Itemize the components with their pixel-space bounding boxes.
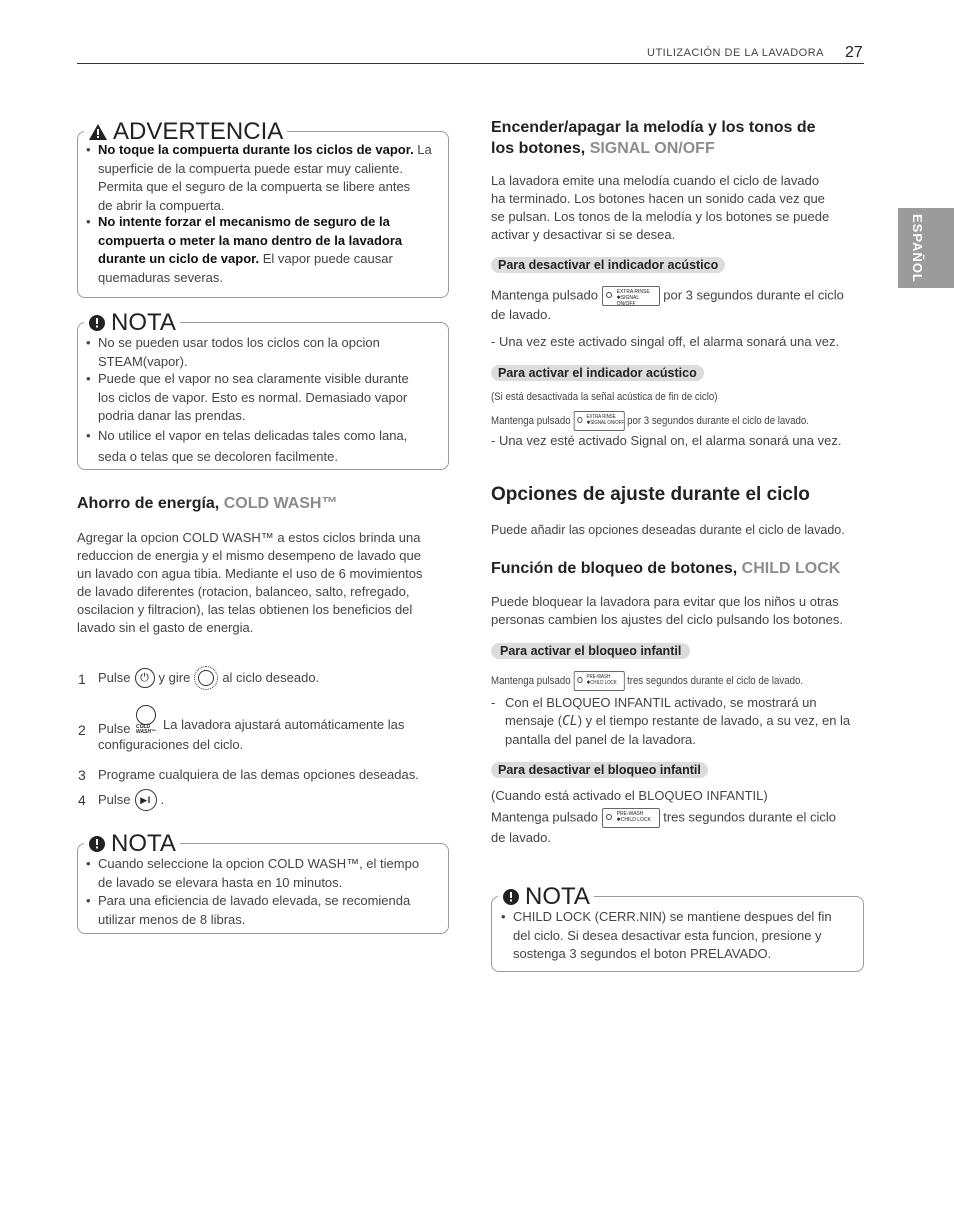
child-lock-dash: - — [491, 695, 496, 710]
cold-wash-p6: lavado sin el gasto de energia. — [77, 620, 254, 635]
warning-b1-l3: Permita que el seguro de la compuerta se libere antes — [98, 179, 411, 194]
warning-b2-l3-rest: El vapor puede causar — [259, 251, 393, 266]
signal-on-note: - Una vez esté activado Signal on, el alarma sonará una vez. — [491, 433, 842, 448]
exclamation-icon — [88, 835, 106, 853]
child-lock-deactivate-pill: Para desactivar el bloqueo infantil — [491, 762, 708, 778]
signal-heading — [491, 117, 816, 159]
pre-wash-button-icon-2 — [602, 808, 660, 828]
signal-off-pill: Para desactivar el indicador acústico — [491, 257, 725, 273]
note-2-title — [84, 830, 180, 858]
signal-on-paren: (Si está desactivada la señal acústica de fin de ciclo) — [491, 391, 718, 403]
step-2-num: 2 — [78, 722, 86, 738]
warning-b2-l3: durante un ciclo de vapor. — [98, 251, 260, 266]
child-lock-p1: Puede bloquear la lavadora para evitar que los niños u otras — [491, 594, 839, 609]
note-1-bullet-3: • No utilice el vapor en telas delicadas tales como lana, seda o telas que se decoloren facilmente. — [86, 428, 408, 464]
signal-heading-l1: Encender/apagar la melodía y los tonos de — [491, 119, 816, 136]
step-1-c: al ciclo deseado. — [222, 670, 320, 685]
child-lock-act-b: tres segundos durante el ciclo de lavado. — [627, 674, 804, 687]
extra-rinse-button-icon-2 — [573, 411, 624, 431]
signal-p1: La lavadora emite una melodía cuando el ciclo de lavado — [491, 173, 820, 188]
step-4-num: 4 — [78, 792, 86, 808]
note-1-bullet-1: • No se pueden usar todos los ciclos con la opcion STEAM(vapor). — [86, 335, 380, 369]
options-heading: Opciones de ajuste durante el ciclo — [491, 484, 810, 505]
signal-on-b: por 3 segundos durante el ciclo de lavado. — [627, 414, 809, 427]
warning-icon — [88, 123, 108, 141]
signal-on-pill: Para activar el indicador acústico — [491, 365, 704, 381]
cold-wash-paragraph — [77, 529, 422, 637]
child-lock-act-d2b: ) y el tiempo restante de lavado, a su vez, en la — [577, 713, 851, 728]
warning-title-text: ADVERTENCIA — [113, 118, 284, 145]
note-2-l4: utilizar menos de 8 libras. — [98, 911, 246, 927]
cold-wash-p2: reduccion de energia y el mismo desempeno de lavado que — [77, 548, 421, 563]
signal-off-line — [491, 286, 844, 306]
signal-heading-gray: SIGNAL ON/OFF — [589, 140, 715, 157]
signal-on-line — [491, 411, 809, 431]
note-1-l4: los ciclos de vapor. Esto es normal. Demasiado vapor — [98, 389, 408, 405]
note-3-title — [498, 883, 594, 911]
child-lock-heading — [491, 560, 840, 578]
note-1-l6: No utilice el vapor en telas delicadas tales como lana, — [98, 428, 408, 443]
note-1-title-text: NOTA — [111, 309, 176, 336]
child-lock-act-a: Mantenga pulsado — [491, 674, 571, 687]
step-4 — [98, 789, 164, 811]
cold-wash-p3: un lavado con agua tibia. Mediante el uso de 6 movimientos — [77, 566, 423, 581]
warning-b1-l1: La — [413, 142, 432, 157]
options-paragraph: Puede añadir las opciones deseadas durante el ciclo de lavado. — [491, 523, 845, 537]
signal-off-b: por 3 segundos durante el ciclo — [663, 287, 844, 303]
note-2-l2: de lavado se elevara hasta en 10 minutos. — [98, 874, 343, 890]
extra-rinse-button-icon — [602, 286, 660, 306]
signal-off-a: Mantenga pulsado — [491, 287, 598, 303]
warning-b1-bold: No toque la compuerta durante los ciclos de vapor. — [98, 142, 414, 157]
child-lock-code: CL — [562, 714, 578, 729]
signal-off-note: - Una vez este activado singal off, el alarma sonará una vez. — [491, 334, 840, 349]
signal-off-c: de lavado. — [491, 307, 551, 322]
signal-p2: ha terminado. Los botones hacen un sonido cada vez que — [491, 191, 825, 206]
warning-b2-l2: compuerta o meter la mano dentro de la lavadora — [98, 232, 403, 248]
cold-wash-icon-label: COLD WASH™ — [136, 724, 156, 735]
step-1-a: Pulse — [98, 670, 131, 685]
warning-b1-l2: superficie de la compuerta puede estar muy caliente. — [98, 160, 403, 176]
cold-wash-button-icon — [136, 705, 158, 735]
note-2-bullet-2: • Para una eficiencia de lavado elevada, se recomienda utilizar menos de 8 libras. — [86, 893, 411, 927]
extra-rinse-l1: EXTRA RINSE — [616, 289, 650, 295]
note-3-bullet-1: • CHILD LOCK (CERR.NIN) se mantiene despues del fin del ciclo. Si desea desactivar esta funcion, presione y sostenga 3 segundos el boton PRELAVADO. — [501, 909, 832, 961]
note-3-l3: sostenga 3 segundos el boton PRELAVADO. — [513, 946, 772, 961]
step-1-b: y gire — [158, 670, 191, 685]
note-3-l1: CHILD LOCK (CERR.NIN) se mantiene despues del fin — [513, 909, 832, 924]
warning-b2-l4: quemaduras severas. — [98, 269, 224, 285]
signal-p3: se pulsan. Los tonos de la melodía y los botones se puede — [491, 209, 830, 224]
step-3-num: 3 — [78, 767, 86, 783]
child-lock-deactivate-paren: (Cuando está activado el BLOQUEO INFANTIL) — [491, 788, 768, 803]
pre-wash-l2: ✱CHILD LOCK — [586, 680, 617, 686]
pre-wash-l2-b: ✱CHILD LOCK — [616, 817, 651, 823]
section-title: UTILIZACIÓN DE LA LAVADORA — [647, 47, 825, 59]
cycle-dial-icon — [194, 666, 218, 690]
step-2-a: Pulse — [98, 721, 131, 736]
page-number: 27 — [845, 44, 863, 61]
child-lock-heading-text: Función de bloqueo de botones, — [491, 560, 738, 577]
note-3-l2: del ciclo. Si desea desactivar esta funcion, presione y — [513, 927, 822, 943]
step-3: Programe cualquiera de las demas opciones deseadas. — [98, 767, 419, 782]
note-1-l5: podria danar las prendas. — [98, 408, 246, 423]
start-pause-icon: ▶‖ — [135, 789, 157, 811]
note-1-title — [84, 309, 180, 337]
step-4-b: . — [160, 792, 165, 807]
pre-wash-l1: PRE-WASH — [586, 674, 611, 680]
child-lock-p2: personas cambien los ajustes del ciclo pulsando los botones. — [491, 612, 843, 627]
note-1-l7: seda o telas que se decoloren facilmente. — [98, 449, 338, 464]
child-lock-deactivate-line — [491, 808, 836, 828]
power-icon: ⏻ — [135, 668, 155, 688]
language-tab-label: ESPAÑOL — [910, 214, 925, 283]
pre-wash-button-icon — [573, 671, 624, 691]
cold-wash-p5: oscilacion y filtracion), las telas obtienen los beneficios del — [77, 602, 413, 617]
signal-paragraph — [491, 172, 829, 244]
extra-rinse-l2-b: ✱SIGNAL ON/OFF — [586, 420, 625, 426]
step-1 — [98, 666, 319, 690]
note-1-l3: Puede que el vapor no sea claramente visible durante — [98, 371, 409, 386]
child-lock-act-d1: Con el BLOQUEO INFANTIL activado, se mostrará un — [505, 695, 817, 710]
language-tab — [898, 208, 954, 288]
cold-wash-heading-gray: COLD WASH™ — [223, 495, 338, 512]
child-lock-des-a: Mantenga pulsado — [491, 809, 598, 825]
exclamation-icon — [502, 888, 520, 906]
warning-bullet-1: • No toque la compuerta durante los ciclos de vapor. La superficie de la compuerta puede estar muy caliente. Permita que el seguro de la compuerta se libere antes de abrir la compuerta. — [86, 142, 432, 213]
note-2-l1: Cuando seleccione la opcion COLD WASH™, el tiempo — [98, 856, 420, 871]
signal-on-a: Mantenga pulsado — [491, 414, 571, 427]
pre-wash-l1-b: PRE-WASH — [616, 811, 644, 817]
child-lock-activate-pill: Para activar el bloqueo infantil — [491, 643, 690, 659]
extra-rinse-l2: ✱SIGNAL ON/OFF — [616, 295, 639, 307]
child-lock-act-d3: pantalla del panel de la lavadora. — [505, 732, 696, 747]
cold-wash-heading — [77, 495, 337, 513]
cold-wash-heading-text: Ahorro de energía, — [77, 495, 220, 512]
signal-p4: activar y desactivar si se desea. — [491, 227, 676, 242]
note-1-l2: STEAM(vapor). — [98, 353, 188, 369]
step-2-b: La lavadora ajustará automáticamente las — [163, 717, 405, 732]
step-4-a: Pulse — [98, 792, 131, 807]
note-3-title-text: NOTA — [525, 883, 590, 910]
header-rule — [77, 63, 864, 64]
note-2-l3: Para una eficiencia de lavado elevada, se recomienda — [98, 893, 411, 908]
step-2-c: configuraciones del ciclo. — [98, 737, 244, 752]
note-1-bullet-2: • Puede que el vapor no sea claramente visible durante los ciclos de vapor. Esto es normal. Demasiado vapor podria danar las prendas. — [86, 371, 409, 423]
warning-b1-l4: de abrir la compuerta. — [98, 197, 225, 213]
cold-wash-p1: Agregar la opcion COLD WASH™ a estos ciclos brinda una — [77, 530, 421, 545]
warning-b2-l1: No intente forzar el mecanismo de seguro de la — [98, 214, 390, 229]
extra-rinse-l1-b: EXTRA RINSE — [586, 414, 616, 420]
note-1-l1: No se pueden usar todos los ciclos con la opcion — [98, 335, 380, 350]
child-lock-des-b: tres segundos durante el ciclo — [663, 809, 836, 825]
child-lock-paragraph — [491, 593, 843, 629]
child-lock-des-c: de lavado. — [491, 830, 551, 845]
child-lock-activate-desc — [505, 694, 850, 749]
cold-wash-p4: de lavado diferentes (rotacion, balanceo, salto, refregado, — [77, 584, 410, 599]
child-lock-activate-line — [491, 671, 803, 691]
child-lock-heading-gray: CHILD LOCK — [741, 560, 841, 577]
signal-heading-l2: los botones, — [491, 140, 586, 157]
child-lock-act-d2a: mensaje ( — [505, 713, 563, 728]
exclamation-icon — [88, 314, 106, 332]
step-1-num: 1 — [78, 671, 86, 687]
note-2-title-text: NOTA — [111, 830, 176, 857]
note-2-bullet-1: • Cuando seleccione la opcion COLD WASH™, el tiempo de lavado se elevara hasta en 10 minutos. — [86, 856, 420, 890]
warning-bullet-2: • No intente forzar el mecanismo de seguro de la compuerta o meter la mano dentro de la lavadora durante un ciclo de vapor. El vapor puede causar quemaduras severas. — [86, 214, 403, 285]
